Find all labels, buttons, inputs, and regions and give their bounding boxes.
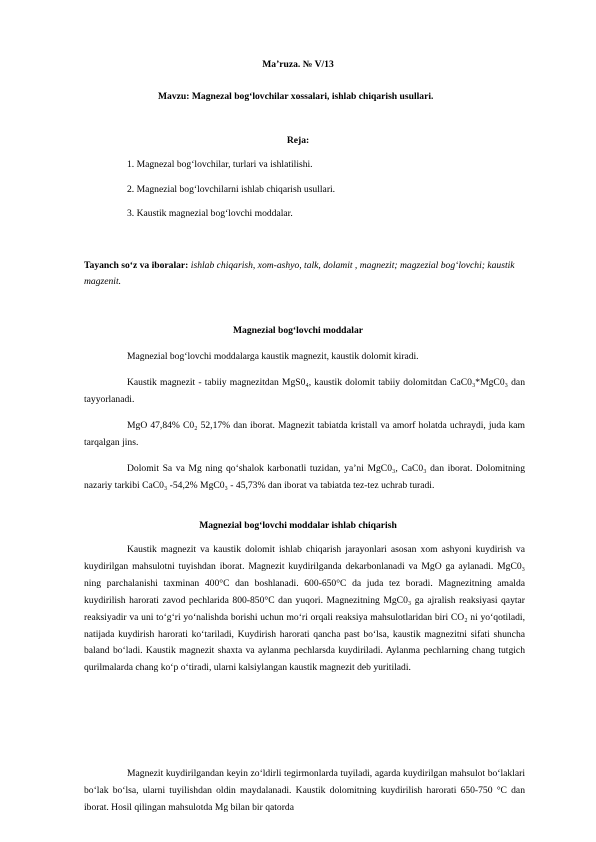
paragraph: Kaustik magnezit - tabiiy magnezitdan MgS0₄, kaustik dolomit tabiiy dolomitdan CaC0₃*MgC0₃ dan tayyorlanadi. — [84, 377, 525, 405]
paragraph: Magnezit kuydirilgandan keyin zo‘ldirli tegirmonlarda tuyiladi, agarda kuydirilgan mahsulot bo‘laklari bo‘lak bo‘lsa, ularni tuyilishdan oldin maydalanadi. Kaustik dolomitning kuydirilish harorati 650-750 °C dan iborat. Hosil qilingan mahsulotda Mg bilan bir qatorda — [84, 768, 525, 813]
paragraph: Dolomit Sa va Mg ning qo‘shalok karbonatli tuzidan, ya’ni MgC0₃, CaC0₃ dan iborat. Dolomitning nazariy tarkibi CaC0₃ -54,2% MgC0₃ - 45,73% dan iborat va tabiatda tez-tez uchrab turadi. — [84, 463, 525, 491]
keywords-text: ishlab chiqarish, xom-ashyo, talk, dolamit , magnezit; magzezial bog‘lovchi; kaustik magzenit. — [84, 260, 515, 287]
section-title: Magnezial bog‘lovchi moddalar — [232, 325, 364, 336]
keywords-label: Tayanch so‘z va iboralar: — [84, 260, 189, 271]
plan-item: 3. Kaustik magnezial bog‘lovchi moddalar. — [127, 208, 293, 219]
plan-title: Reja: — [286, 135, 310, 146]
paragraph: Magnezial bog‘lovchi moddalarga kaustik magnezit, kaustik dolomit kiradi. — [127, 351, 419, 362]
plan-item: 1. Magnezal bog‘lovchilar, turlari va ishlatilishi. — [127, 159, 313, 170]
plan-item: 2. Magnezial bog‘lovchilarni ishlab chiqarish usullari. — [127, 184, 336, 195]
lecture-number: Ma’ruza. № V/13 — [262, 59, 334, 70]
paragraph: MgO 47,84% C0₂ 52,17% dan iborat. Magnezit tabiatda kristall va amorf holatda uchraydi, juda kam tarqalgan jins. — [84, 420, 525, 448]
paragraph: Kaustik magnezit va kaustik dolomit ishlab chiqarish jarayonlari asosan xom ashyoni kuydirish va kuydirilgan mahsulotni tuyishdan iborat. Magnezit kuydirilganda dekarbonlanadi va MgO ga aylanadi. MgC0₃ ning parchalanishi taxminan 400°C dan boshlanadi. 600-650°C da juda tez boradi. Magnezitning amalda kuydirilish harorati zavod pechlarida 800-850°C dan yuqori. Magnezitning MgC0₃ ga ajralish reaksiyasi qaytar reaksiyadir va uni to‘g‘ri yo‘nalishda borishi uchun mo‘ri orqali reaksiya mahsulotlaridan biri CO₂ ni yo‘qotiladi, natijada kuydirish harorati ko‘tariladi, Kuydirish harorati qancha past bo‘lsa, kaustik magnezitni sifati shuncha baland bo‘ladi. Kaustik magnezit shaxta va aylanma pechlarsda kuydiriladi. Aylanma pechlarning chang tutgich qurilmalarda chang ko‘p o‘tiradi, ularni kalsiylangan kaustik magnezit deb yuritiladi. — [84, 544, 525, 674]
section-title: Magnezial bog‘lovchi moddalar ishlab chiqarish — [199, 520, 397, 531]
keywords-paragraph — [84, 258, 525, 289]
lecture-topic: Mavzu: Magnezal bog‘lovchilar xossalari, ishlab chiqarish usullari. — [158, 91, 434, 102]
